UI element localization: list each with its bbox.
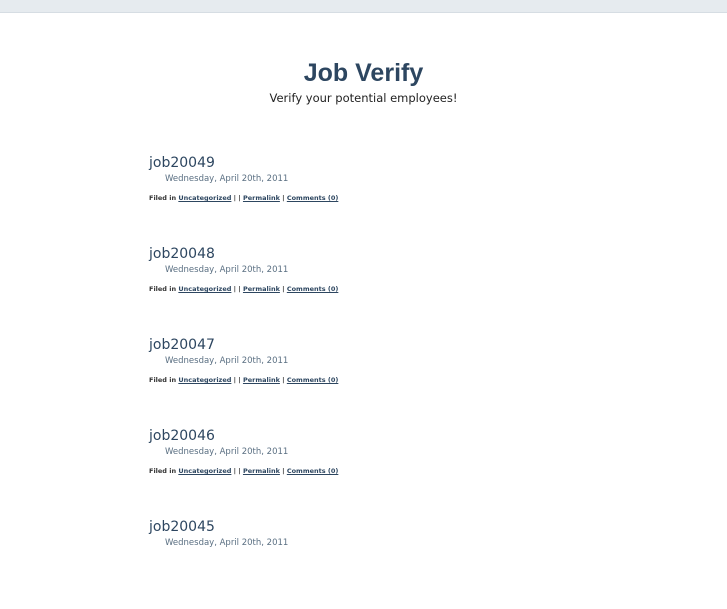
filed-in-label: Filed in xyxy=(149,376,177,384)
site-description: Verify your potential employees! xyxy=(269,91,458,105)
category-link[interactable]: Uncategorized xyxy=(178,376,232,384)
post-title-link[interactable]: job20048 xyxy=(149,246,215,262)
comments-link[interactable]: Comments (0) xyxy=(286,376,339,384)
post-title-link[interactable]: job20046 xyxy=(149,428,215,444)
filed-in-label: Filed in xyxy=(149,467,177,475)
post-meta xyxy=(149,194,669,203)
meta-separator: | xyxy=(279,194,287,202)
site-title-link[interactable]: Job Verify xyxy=(303,59,424,87)
post-item xyxy=(149,518,669,609)
comments-link[interactable]: Comments (0) xyxy=(286,194,339,202)
post-item xyxy=(149,154,669,245)
category-link[interactable]: Uncategorized xyxy=(178,467,232,475)
filed-in-label: Filed in xyxy=(149,194,177,202)
post-title-link[interactable]: job20045 xyxy=(149,519,215,535)
filed-in-label: Filed in xyxy=(149,285,177,293)
post-date: Wednesday, April 20th, 2011 xyxy=(165,447,289,457)
meta-separator: | | xyxy=(231,467,243,475)
comments-link[interactable]: Comments (0) xyxy=(286,285,339,293)
permalink-link[interactable]: Permalink xyxy=(242,376,280,384)
post-date: Wednesday, April 20th, 2011 xyxy=(165,174,289,184)
post-title-link[interactable]: job20049 xyxy=(149,155,215,171)
post-date: Wednesday, April 20th, 2011 xyxy=(165,538,289,548)
post-item xyxy=(149,336,669,427)
category-link[interactable]: Uncategorized xyxy=(178,285,232,293)
meta-separator: | xyxy=(279,285,287,293)
post-meta xyxy=(149,285,669,294)
post-list xyxy=(149,154,669,609)
post-date: Wednesday, April 20th, 2011 xyxy=(165,356,289,366)
post-title-link[interactable]: job20047 xyxy=(149,337,215,353)
top-bar xyxy=(0,0,727,13)
category-link[interactable]: Uncategorized xyxy=(178,194,232,202)
site-header xyxy=(0,58,727,105)
post-date: Wednesday, April 20th, 2011 xyxy=(165,265,289,275)
post-item xyxy=(149,245,669,336)
meta-separator: | xyxy=(279,376,287,384)
meta-separator: | xyxy=(279,467,287,475)
post-meta xyxy=(149,376,669,385)
permalink-link[interactable]: Permalink xyxy=(242,194,280,202)
post-meta xyxy=(149,467,669,476)
meta-separator: | | xyxy=(231,285,243,293)
comments-link[interactable]: Comments (0) xyxy=(286,467,339,475)
permalink-link[interactable]: Permalink xyxy=(242,467,280,475)
meta-separator: | | xyxy=(231,376,243,384)
post-item xyxy=(149,427,669,518)
meta-separator: | | xyxy=(231,194,243,202)
permalink-link[interactable]: Permalink xyxy=(242,285,280,293)
